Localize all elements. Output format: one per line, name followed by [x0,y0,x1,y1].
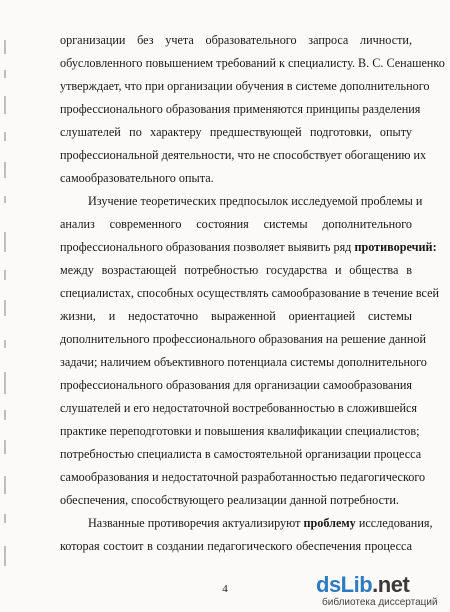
text-run: исследования, [355,516,433,530]
text-run: слушателей и его недостаточной востребованностью в сложившейся [60,401,418,415]
text-line [60,125,412,140]
text-line [60,56,445,71]
text-run: самообразования и недостаточной разработанностью педагогического [60,470,426,484]
text-line [60,79,430,94]
text-run: обеспечения, способствующего реализации данной потребности. [60,493,399,507]
text-line [60,447,422,462]
text-run: которая состоит в создании педагогического обеспечения процесса [60,539,412,553]
text-run: слушателей по характеру предшествующей подготовки, опыту [60,125,412,139]
text-line [60,309,412,324]
text-line [60,148,427,163]
text-run: профессиональной деятельности, что не способствует обогащению их [60,148,427,162]
text-run: задачи; наличием объективного потенциала системы дополнительного [60,355,427,369]
text-line [60,263,412,278]
text-run: анализ современного состояния системы дополнительного [60,217,412,231]
text-run: профессионального образования позволяет выявить ряд [60,240,355,254]
text-run: дополнительного профессионального образования на решение данной [60,332,426,346]
logo-name: dsLib [316,572,373,597]
text-run: Названные противоречия актуализируют [88,516,304,530]
bold-term: противоречий: [354,240,437,254]
text-line [60,171,412,186]
text-line [60,102,421,117]
text-line [60,424,420,439]
text-run: организации без учета образовательного запроса личности, [60,33,412,47]
text-line [60,539,412,554]
text-line [88,516,433,531]
bold-term: проблему [303,516,356,530]
text-run: потребностью специалиста в самостоятельной организации процесса [60,447,422,461]
scan-margin-marks [0,0,14,612]
text-run: профессионального образования применяются принципы разделения [60,102,421,116]
text-line [60,332,426,347]
text-run: практике переподготовки и повышения квалификации специалистов; [60,424,420,438]
text-line [60,240,437,255]
text-run: самообразовательного опыта. [60,171,214,185]
text-line [60,286,440,301]
text-run: профессионального образования для организации самообразования [60,378,412,392]
text-run: Изучение теоретических предпосылок исследуемой проблемы и [88,194,423,208]
text-run: жизни, и недостаточно выраженной ориентацией системы [60,309,412,323]
text-line [60,470,426,485]
logo-tld: .net [372,572,410,597]
text-line [60,355,427,370]
dslib-watermark-logo [316,572,444,610]
text-line [60,378,412,393]
text-line [60,401,418,416]
text-line [88,194,423,209]
text-line [60,493,412,508]
page-number: 4 [222,583,228,595]
logo-tagline: библиотека диссертаций [322,597,438,608]
text-line [60,33,412,48]
text-run: специалистах, способных осуществлять самообразование в течение всей [60,286,440,300]
text-run: обусловленного повышением требований к специалисту. В. С. Сенашенко [60,56,445,70]
text-line [60,217,412,232]
text-run: утверждает, что при организации обучения в системе дополнительного [60,79,430,93]
text-run: между возрастающей потребностью государства и общества в [60,263,412,277]
